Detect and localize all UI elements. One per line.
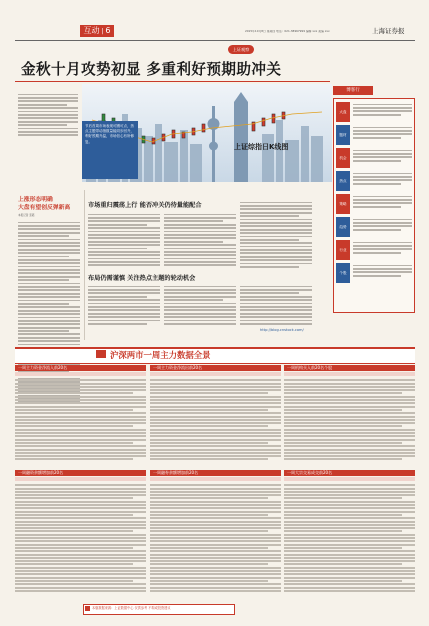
table-row (284, 416, 415, 418)
mid-body-a (88, 212, 160, 268)
table-row (150, 432, 281, 434)
page-number: 6 (105, 26, 111, 35)
table-body (150, 483, 281, 593)
sidebar-row-tag: 趋势 (336, 217, 350, 237)
table-row (284, 530, 402, 532)
table-row (15, 422, 146, 424)
table-row (15, 396, 146, 398)
table-row (284, 501, 415, 503)
sidebar-row-tag: 大盘 (336, 102, 350, 122)
table-header: 一周大宗交易成交前20名 (284, 470, 415, 476)
table-row (15, 402, 146, 404)
headline-rule (15, 81, 330, 82)
table-header: 一周融券余额增加前20名 (150, 470, 281, 476)
table-row (150, 379, 281, 381)
table-row (284, 442, 402, 444)
table-row (15, 383, 146, 385)
section-name: 互动 (83, 26, 100, 35)
edition-info: 2015年10月8日 星期四 电话：021-38967999 编辑 xxx 美编 xxx (245, 30, 330, 33)
table-row (15, 554, 146, 556)
table-row (15, 435, 146, 437)
mid-body-c (240, 200, 312, 269)
table-row (15, 577, 146, 579)
table-row (284, 590, 415, 592)
table-row (284, 402, 415, 404)
table-body (15, 483, 146, 593)
table-row (284, 557, 415, 559)
table-row (150, 514, 268, 516)
lead-box (82, 121, 138, 179)
table-row (150, 406, 281, 408)
sidebar-row[interactable] (336, 217, 412, 237)
table-column-headers (15, 372, 146, 376)
table-row (150, 537, 281, 539)
sidebar-row[interactable] (336, 263, 412, 283)
table-row (150, 458, 268, 460)
table-row (284, 570, 415, 572)
sidebar-row-tag: 个股 (336, 263, 350, 283)
table-row (150, 452, 281, 454)
table-body (284, 378, 415, 462)
table-row (15, 547, 133, 549)
table-row (284, 439, 415, 441)
table-row (15, 507, 146, 509)
table-row (150, 392, 268, 394)
table-row (284, 491, 415, 493)
table-row (284, 488, 415, 490)
table-row (15, 501, 146, 503)
table-row (150, 580, 268, 582)
table-row (15, 557, 146, 559)
table-row (15, 517, 146, 519)
table-row (284, 583, 415, 585)
table-row (150, 540, 281, 542)
table-column-headers (150, 372, 281, 376)
sidebar-title-badge (333, 86, 373, 95)
table-row (15, 534, 146, 536)
col-divider-1 (84, 190, 85, 340)
side-heading-line1: 上涨形态明确 (18, 197, 53, 203)
sidebar-row-text (353, 148, 412, 163)
table-row (150, 429, 281, 431)
table-row (284, 449, 415, 451)
table-row (15, 504, 146, 506)
table-row (284, 392, 402, 394)
table-row (150, 494, 281, 496)
sidebar-row[interactable] (336, 171, 412, 191)
table-row (15, 514, 133, 516)
table-row (284, 455, 415, 457)
table-row (15, 484, 146, 486)
table-row (150, 554, 281, 556)
sidebar-row-tag: 题材 (336, 125, 350, 145)
table-row (15, 563, 133, 565)
table-row (150, 534, 281, 536)
table-row (284, 409, 402, 411)
table-body (15, 378, 146, 462)
table-row (150, 402, 281, 404)
subheading-2: 布局仍需谨慎 关注热点主题的轮动机会 (88, 275, 196, 282)
table-row (15, 511, 146, 513)
table-row (284, 452, 415, 454)
table-header: 一周主力资金净流入前20名 (15, 365, 146, 371)
masthead-rule (15, 40, 415, 41)
table-row (284, 554, 415, 556)
sidebar-row-text (353, 263, 412, 278)
table-row (284, 547, 402, 549)
sidebar-row-text (353, 171, 412, 186)
table-row (15, 458, 133, 460)
table-row (150, 511, 281, 513)
table-row (15, 521, 146, 523)
sidebar-row-tag: 机会 (336, 148, 350, 168)
footer-badge-icon (85, 606, 90, 611)
table-row (15, 442, 133, 444)
table-row (284, 422, 415, 424)
section-tab: 互动 | 6 (80, 25, 114, 37)
table-row (284, 396, 415, 398)
table-row (15, 540, 146, 542)
table-row (150, 577, 281, 579)
mid-body-f (240, 284, 312, 326)
table-row (15, 439, 146, 441)
table-row (15, 530, 133, 532)
table-row (284, 494, 415, 496)
table-row (150, 439, 281, 441)
table-row (150, 583, 281, 585)
sidebar-row-tag: 热点 (336, 171, 350, 191)
table-row (15, 560, 146, 562)
table-row (284, 497, 402, 499)
table-row (284, 521, 415, 523)
table-row (284, 560, 415, 562)
mid-body-b (164, 212, 236, 268)
side-heading-line2: 大盘有望创反弹新高 (18, 205, 71, 211)
table-row (284, 580, 402, 582)
table-row (15, 550, 146, 552)
table-row (284, 544, 415, 546)
sidebar-row-text (353, 240, 412, 255)
table-row (150, 396, 281, 398)
table-row (284, 435, 415, 437)
table-row (15, 455, 146, 457)
sidebar-row-tag: 行业 (336, 240, 350, 260)
table-row (150, 419, 281, 421)
table-row (15, 494, 146, 496)
table-row (15, 524, 146, 526)
table-row (150, 507, 281, 509)
table-row (15, 412, 146, 414)
subheading-1: 市场重归震荡上行 能否冲关仍待量能配合 (88, 202, 202, 209)
table-column-headers (150, 477, 281, 481)
table-row (150, 386, 281, 388)
table-row (284, 412, 415, 414)
table-row (15, 527, 146, 529)
table-row (150, 567, 281, 569)
table-row (15, 452, 146, 454)
table-row (15, 537, 146, 539)
lead-text: 节后首周市场表现可圈可点，热点主题带动指数量能同步回升，利好预期升温，市场信心有所修复。 (85, 124, 134, 144)
table-row (15, 379, 146, 381)
table-row (15, 409, 133, 411)
table-row (284, 524, 415, 526)
table-row (284, 432, 415, 434)
sidebar-row-text (353, 125, 412, 140)
table-row (15, 580, 133, 582)
table-row (15, 583, 146, 585)
table-row (15, 399, 146, 401)
table-row (284, 567, 415, 569)
table-column-headers (284, 372, 415, 376)
lower-title-icon (96, 350, 106, 358)
table-row (150, 560, 281, 562)
table-row (284, 386, 415, 388)
table-row (150, 435, 281, 437)
footer-note: 本版数据来源：上证数据中心 仅供参考 不构成投资建议 (92, 606, 171, 610)
table-row (284, 587, 415, 589)
table-row (284, 534, 415, 536)
main-headline: 金秋十月攻势初显 多重利好预期助冲关 (21, 61, 282, 78)
lower-title-bar (15, 347, 415, 364)
table-row (150, 527, 281, 529)
side-heading (18, 196, 82, 212)
table-row (284, 484, 415, 486)
table-row (15, 570, 146, 572)
paper-name: 上海证券报 (372, 27, 405, 35)
table-row (150, 399, 281, 401)
mid-body-e (164, 284, 236, 326)
table-row (284, 573, 415, 575)
table-row (284, 507, 415, 509)
sidebar-title: 博客行 (346, 88, 360, 93)
table-column-headers (15, 477, 146, 481)
table-row (284, 563, 402, 565)
table-row (150, 547, 268, 549)
sidebar-list (336, 102, 412, 286)
table-row (284, 379, 415, 381)
table-row (284, 540, 415, 542)
table-row (284, 389, 415, 391)
table-row (15, 587, 146, 589)
table-row (15, 416, 146, 418)
table-row (150, 412, 281, 414)
table-row (150, 488, 281, 490)
table-row (150, 383, 281, 385)
lower-title: 沪深两市一周主力数据全景 (110, 350, 211, 360)
sidebar-row[interactable] (336, 148, 412, 168)
table-row (284, 504, 415, 506)
table-row (150, 590, 281, 592)
table-row (284, 577, 415, 579)
byline: 本报记者 张韬 (18, 214, 35, 217)
table-row (15, 389, 146, 391)
table-row (284, 511, 415, 513)
table-row (15, 567, 146, 569)
table-row (150, 442, 268, 444)
table-row (284, 550, 415, 552)
table-row (150, 550, 281, 552)
table-row (15, 590, 146, 592)
sidebar-row[interactable] (336, 125, 412, 145)
table-row (150, 409, 268, 411)
sidebar-row[interactable] (336, 194, 412, 214)
table-row (150, 573, 281, 575)
kicker-badge: 上证观察 (228, 45, 254, 54)
table-row (284, 445, 415, 447)
table-row (150, 544, 281, 546)
left-column (18, 92, 78, 138)
table-row (284, 383, 415, 385)
sidebar-row[interactable] (336, 240, 412, 260)
table-row (284, 527, 415, 529)
table-row (15, 445, 146, 447)
table-row (15, 544, 146, 546)
chart-caption: 上证综指日K线图 (234, 143, 289, 151)
table-row (150, 416, 281, 418)
table-row (15, 573, 146, 575)
table-row (150, 422, 281, 424)
table-row (150, 587, 281, 589)
table-row (150, 563, 268, 565)
sidebar-row-text (353, 194, 412, 209)
table-row (284, 429, 415, 431)
table-row (15, 429, 146, 431)
mid-body-d (88, 284, 160, 326)
footer-url[interactable]: http://blog.cnstock.com/ (260, 328, 304, 332)
sidebar-row-text (353, 217, 412, 232)
table-row (15, 488, 146, 490)
table-row (284, 425, 402, 427)
table-row (150, 389, 281, 391)
table-row (150, 530, 268, 532)
sidebar-row-text (353, 102, 412, 117)
table-body (150, 378, 281, 462)
sidebar-row[interactable] (336, 102, 412, 122)
table-row (150, 521, 281, 523)
table-row (15, 491, 146, 493)
table-row (150, 445, 281, 447)
table-row (150, 449, 281, 451)
table-row (15, 406, 146, 408)
table-row (150, 557, 281, 559)
table-header: 一周融资余额增加前20名 (15, 470, 146, 476)
table-row (284, 537, 415, 539)
table-row (284, 419, 415, 421)
table-row (150, 570, 281, 572)
table-row (15, 386, 146, 388)
table-row (150, 504, 281, 506)
table-row (15, 497, 133, 499)
left-body (18, 220, 80, 405)
table-row (15, 425, 133, 427)
table-row (150, 425, 268, 427)
table-row (150, 484, 281, 486)
table-row (150, 524, 281, 526)
table-row (284, 406, 415, 408)
table-row (284, 514, 402, 516)
table-row (150, 455, 281, 457)
table-column-headers (284, 477, 415, 481)
table-row (150, 491, 281, 493)
table-header: 一周机构买入前20名个股 (284, 365, 415, 371)
table-row (284, 458, 402, 460)
table-row (150, 517, 281, 519)
table-row (284, 399, 415, 401)
table-row (15, 392, 133, 394)
sidebar-row-tag: 策略 (336, 194, 350, 214)
table-row (15, 432, 146, 434)
table-row (284, 517, 415, 519)
table-row (15, 449, 146, 451)
table-header: 一周主力资金净流出前20名 (150, 365, 281, 371)
table-body (284, 483, 415, 593)
table-row (15, 419, 146, 421)
table-row (150, 497, 268, 499)
table-row (150, 501, 281, 503)
